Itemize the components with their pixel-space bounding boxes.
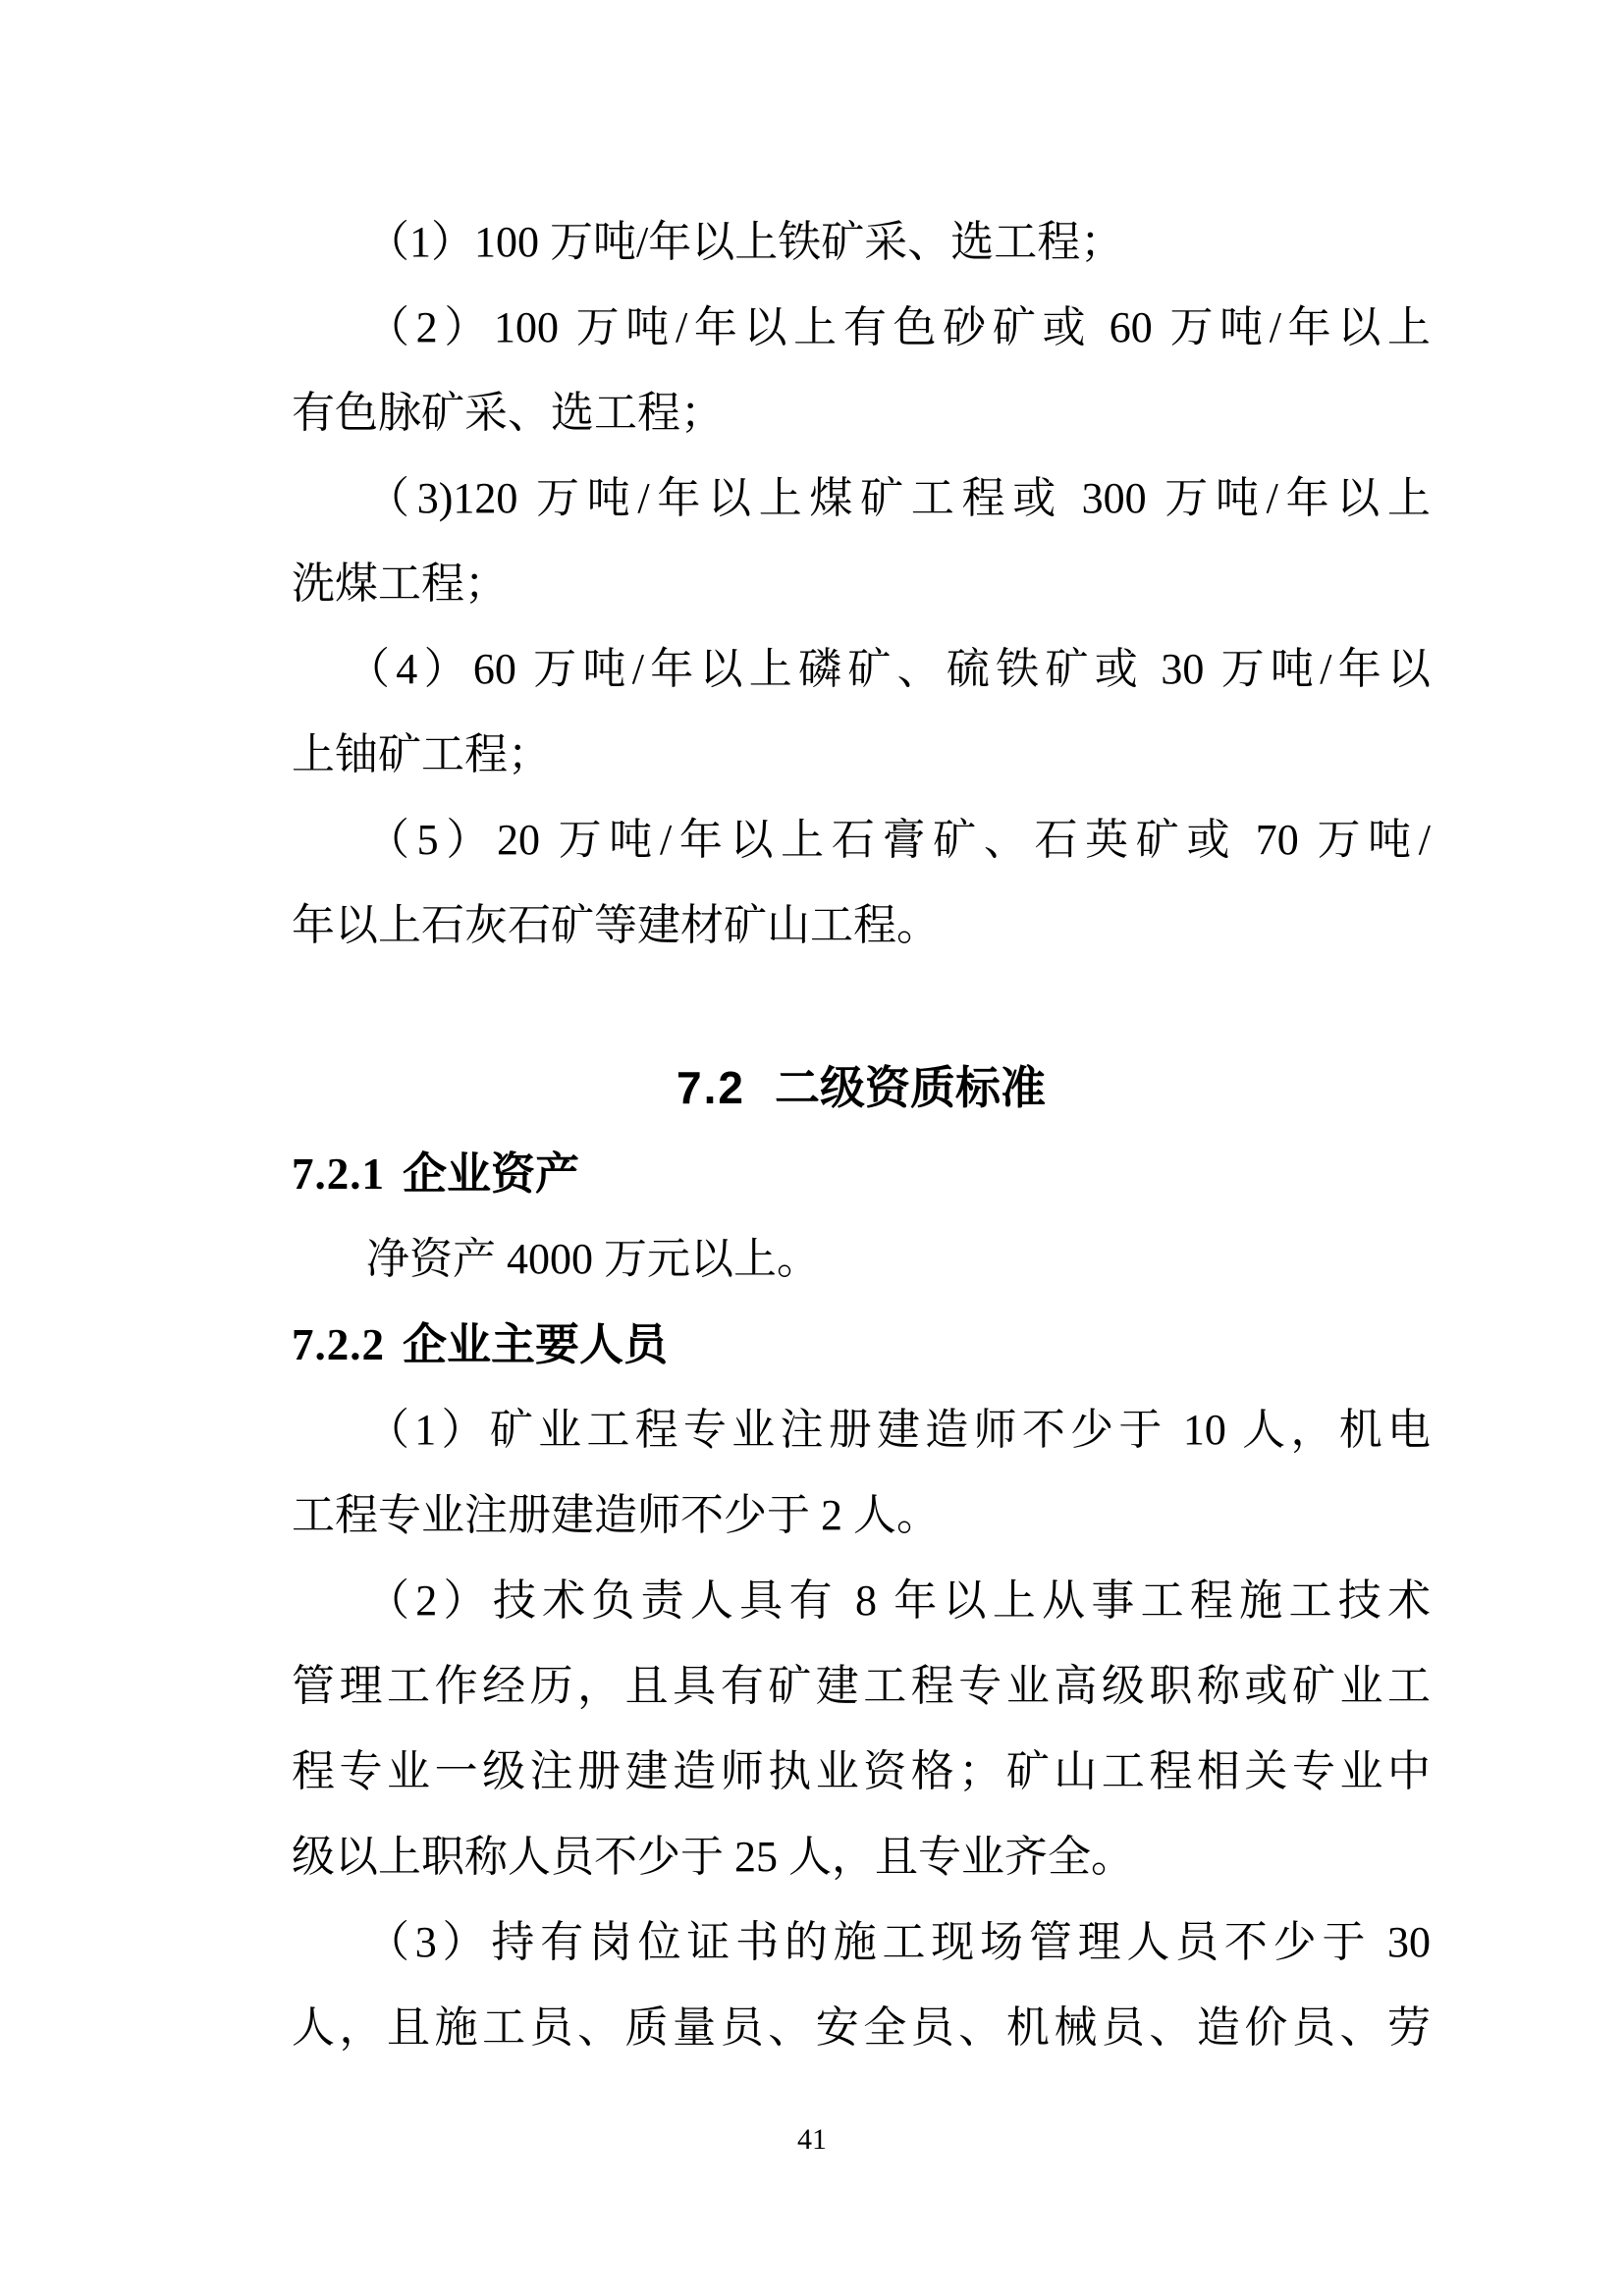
list-item-line: （1）100 万吨/年以上铁矿采、选工程； (366, 218, 1124, 266)
section-heading-label: 二级资质标准 (774, 1062, 1046, 1113)
paragraph-line: （2）技术负责人具有 8 年以上从事工程施工技术 (366, 1576, 1431, 1625)
section-gap (292, 968, 1431, 1044)
paragraph-line: （3）持有岗位证书的施工现场管理人员不少于 30 (366, 1918, 1431, 1966)
paragraph-line: 级以上职称人员不少于 25 人，且专业齐全。 (292, 1833, 1134, 1881)
subsection-heading-label: 企业资产 (403, 1148, 580, 1199)
paragraph-line: 管理工作经历，且具有矿建工程专业高级职称或矿业工 (292, 1662, 1431, 1710)
subsection-heading (292, 1302, 1431, 1387)
subsection-heading (292, 1131, 1431, 1216)
paragraph-line: 程专业一级注册建造师执业资格；矿山工程相关专业中 (292, 1747, 1431, 1795)
paragraph-line: （1）矿业工程专业注册建造师不少于 10 人，机电 (366, 1406, 1431, 1454)
list-item-line: （4）60 万吨/年以上磷矿、硫铁矿或 30 万吨/年以 (347, 645, 1431, 693)
list-item-line: （5）20 万吨/年以上石膏矿、石英矿或 70 万吨/ (366, 816, 1431, 864)
list-item-line: 有色脉矿采、选工程； (292, 389, 724, 437)
subsection-heading-label: 企业主要人员 (403, 1319, 669, 1369)
paragraph-line: 净资产 4000 万元以上。 (366, 1235, 820, 1283)
list-item-line: 上铀矿工程； (292, 730, 551, 778)
list-item-line: （3)120 万吨/年以上煤矿工程或 300 万吨/年以上 (366, 474, 1431, 522)
paragraph-line: 工程专业注册建造师不少于 2 人。 (292, 1491, 940, 1539)
subsection-heading-number: 7.2.1 (292, 1149, 385, 1199)
list-item-line: 洗煤工程； (292, 560, 508, 608)
content-area (292, 199, 1431, 2070)
section-heading-number: 7.2 (677, 1062, 745, 1113)
list-item-line: （2）100 万吨/年以上有色砂矿或 60 万吨/年以上 (366, 303, 1431, 351)
paragraph-line: 人，且施工员、质量员、安全员、机械员、造价员、劳 (292, 2003, 1431, 2052)
page-number: 41 (797, 2123, 827, 2156)
section-heading (292, 1044, 1431, 1131)
list-item-line: 年以上石灰石矿等建材矿山工程。 (292, 901, 940, 949)
subsection-heading-number: 7.2.2 (292, 1320, 385, 1369)
